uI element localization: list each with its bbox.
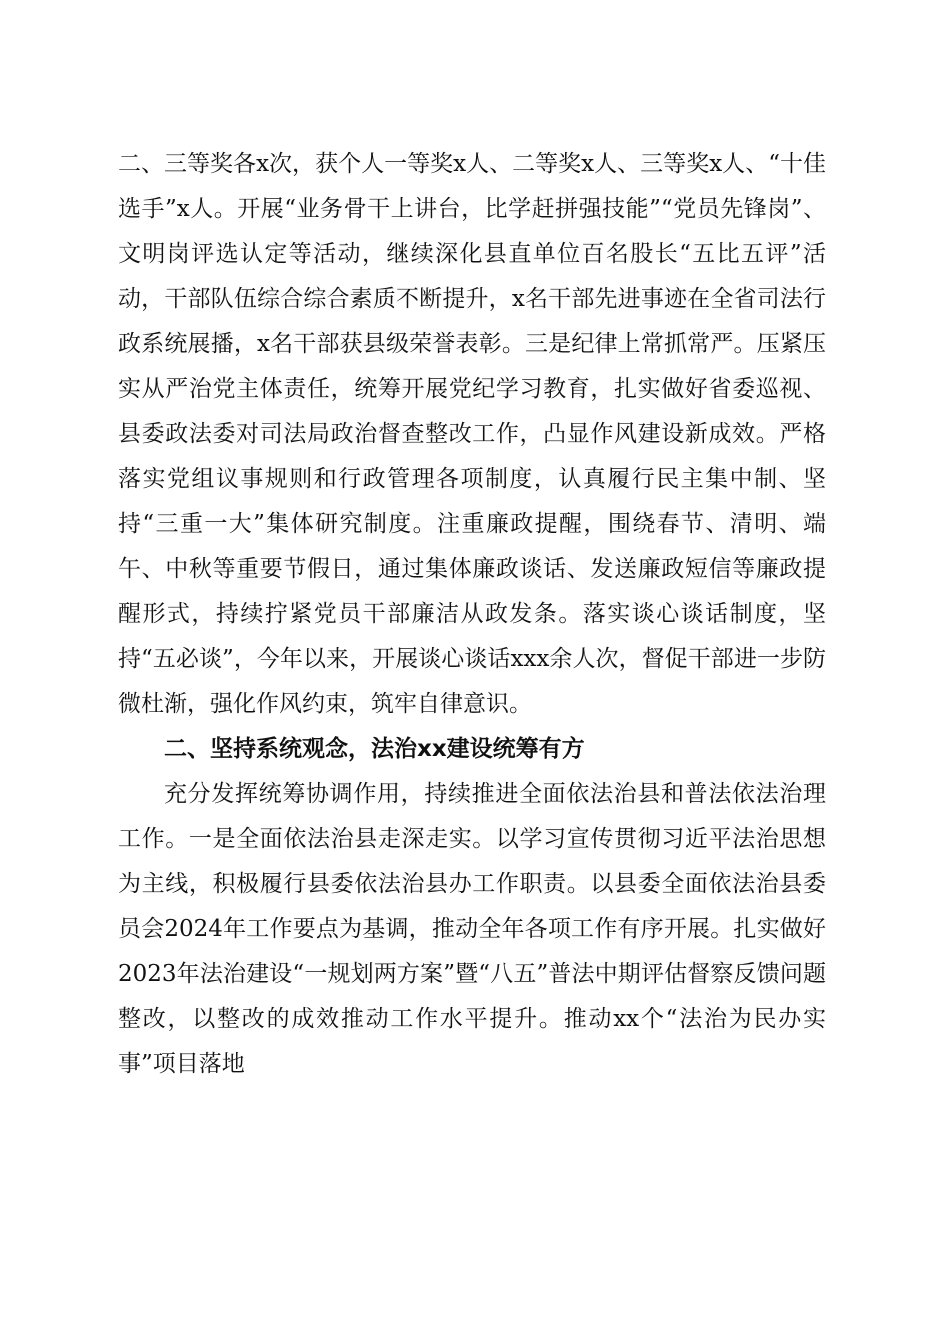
section-heading: 二、坚持系统观念，法治xx建设统筹有方 bbox=[164, 736, 585, 762]
paragraph-continuation: 二、三等奖各x次，获个人一等奖x人、二等奖x人、三等奖x人、“十佳选手”x人。开展“业务骨干上讲台，比学赶拼强技能”“党员先锋岗”、文明岗评选认定等活动，继续深化县直单位百名股长“五比五评”活动，干部队伍综合综合素质不断提升，x名干部先进事迹在全省司法行政系统展播，x名干部获县级荣誉表彰。三是纪律上常抓常严。压紧压实从严治党主体责任，统筹开展党纪学习教育，扎实做好省委巡视、县委政法委对司法局政治督查整改工作，凸显作风建设新成效。严格落实党组议事规则和行政管理各项制度，认真履行民主集中制、坚持“三重一大”集体研究制度。注重廉政提醒，围绕春节、清明、端午、中秋等重要节假日，通过集体廉政谈话、发送廉政短信等廉政提醒形式，持续拧紧党员干部廉洁从政发条。落实谈心谈话制度，坚持“五必谈”，今年以来，开展谈心谈话xxx余人次，督促干部进一步防微杜渐，强化作风约束，筑牢自律意识。 bbox=[118, 151, 826, 717]
paragraph-section-two: 充分发挥统筹协调作用，持续推进全面依法治县和普法依法治理工作。一是全面依法治县走深走实。以学习宣传贯彻习近平法治思想为主线，积极履行县委依法治县办工作职责。以县委全面依法治县委员会2024年工作要点为基调，推动全年各项工作有序开展。扎实做好2023年法治建设“一规划两方案”暨“八五”普法中期评估督察反馈问题整改，以整改的成效推动工作水平提升。推动xx个“法治为民办实事”项目落地 bbox=[118, 781, 826, 1077]
document-body bbox=[118, 142, 826, 1087]
